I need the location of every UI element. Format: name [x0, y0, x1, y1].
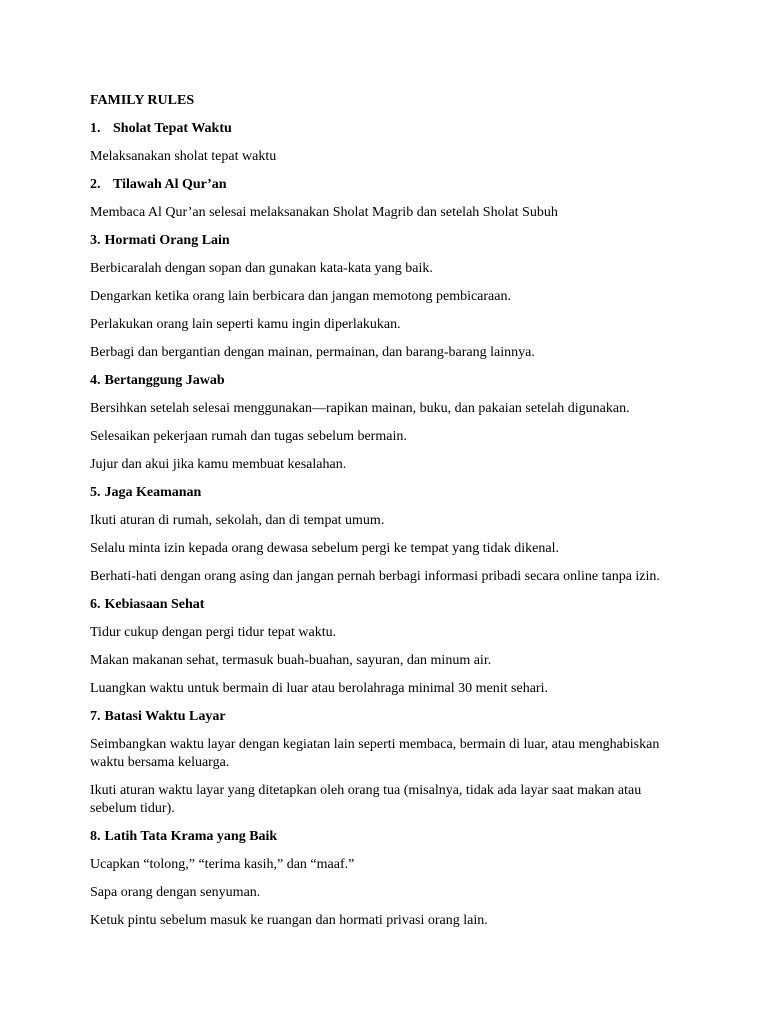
section-8	[90, 828, 682, 930]
section-3	[90, 232, 682, 362]
rule-paragraph: Melaksanakan sholat tepat waktu	[90, 149, 277, 164]
rule-paragraph: Bersihkan setelah selesai menggunakan—rapikan mainan, buku, dan pakaian setelah digunakan.	[90, 401, 630, 416]
section-4	[90, 372, 682, 474]
section-title: Hormati Orang Lain	[104, 233, 230, 248]
section-number: 8.	[90, 829, 101, 844]
rule-paragraph: Berhati-hati dengan orang asing dan jangan pernah berbagi informasi pribadi secara online tanpa izin.	[90, 569, 660, 584]
rule-paragraph: Makan makanan sehat, termasuk buah-buahan, sayuran, dan minum air.	[90, 653, 492, 668]
rule-paragraph: Luangkan waktu untuk bermain di luar atau berolahraga minimal 30 menit sehari.	[90, 681, 548, 696]
section-heading	[90, 232, 682, 250]
rule-paragraph: Jujur dan akui jika kamu membuat kesalahan.	[90, 457, 347, 472]
rule-paragraph: Perlakukan orang lain seperti kamu ingin diperlakukan.	[90, 317, 401, 332]
section-number: 7.	[90, 709, 101, 724]
rule-paragraph: Ketuk pintu sebelum masuk ke ruangan dan hormati privasi orang lain.	[90, 913, 488, 928]
rule-paragraph: Ucapkan “tolong,” “terima kasih,” dan “maaf.”	[90, 857, 355, 872]
rule-paragraph: Seimbangkan waktu layar dengan kegiatan lain seperti membaca, bermain di luar, atau menghabiskan waktu bersama keluarga.	[90, 737, 660, 770]
rule-paragraph: Dengarkan ketika orang lain berbicara dan jangan memotong pembicaraan.	[90, 289, 511, 304]
section-number: 1.	[90, 121, 101, 136]
rule-paragraph: Selesaikan pekerjaan rumah dan tugas sebelum bermain.	[90, 429, 407, 444]
rule-paragraph: Ikuti aturan di rumah, sekolah, dan di tempat umum.	[90, 513, 385, 528]
section-title: Bertanggung Jawab	[104, 373, 225, 388]
section-title: Kebiasaan Sehat	[104, 597, 205, 612]
section-heading	[90, 596, 682, 614]
section-6	[90, 596, 682, 698]
section-title: Latih Tata Krama yang Baik	[104, 829, 278, 844]
section-title: Sholat Tepat Waktu	[113, 121, 232, 136]
document-body	[90, 92, 682, 940]
section-1	[90, 120, 682, 166]
rule-paragraph: Berbicaralah dengan sopan dan gunakan kata-kata yang baik.	[90, 261, 433, 276]
rule-paragraph: Membaca Al Qur’an selesai melaksanakan Sholat Magrib dan setelah Sholat Subuh	[90, 205, 558, 220]
section-heading	[90, 484, 682, 502]
section-title: Batasi Waktu Layar	[104, 709, 226, 724]
section-number: 5.	[90, 485, 101, 500]
rule-paragraph: Sapa orang dengan senyuman.	[90, 885, 261, 900]
rule-paragraph: Ikuti aturan waktu layar yang ditetapkan oleh orang tua (misalnya, tidak ada layar saat makan atau sebelum tidur).	[90, 783, 642, 816]
section-number: 3.	[90, 233, 101, 248]
section-title: Jaga Keamanan	[104, 485, 202, 500]
section-title: Tilawah Al Qur’an	[113, 177, 227, 192]
section-7	[90, 708, 682, 818]
section-heading	[90, 708, 682, 726]
section-number: 6.	[90, 597, 101, 612]
section-heading	[90, 120, 682, 138]
section-heading	[90, 828, 682, 846]
rule-paragraph: Tidur cukup dengan pergi tidur tepat waktu.	[90, 625, 337, 640]
section-number: 2.	[90, 177, 101, 192]
section-5	[90, 484, 682, 586]
section-heading	[90, 372, 682, 390]
document-title: FAMILY RULES	[90, 93, 195, 108]
section-number: 4.	[90, 373, 101, 388]
rule-paragraph: Selalu minta izin kepada orang dewasa sebelum pergi ke tempat yang tidak dikenal.	[90, 541, 559, 556]
section-2	[90, 176, 682, 222]
rule-paragraph: Berbagi dan bergantian dengan mainan, permainan, dan barang-barang lainnya.	[90, 345, 535, 360]
section-heading	[90, 176, 682, 194]
